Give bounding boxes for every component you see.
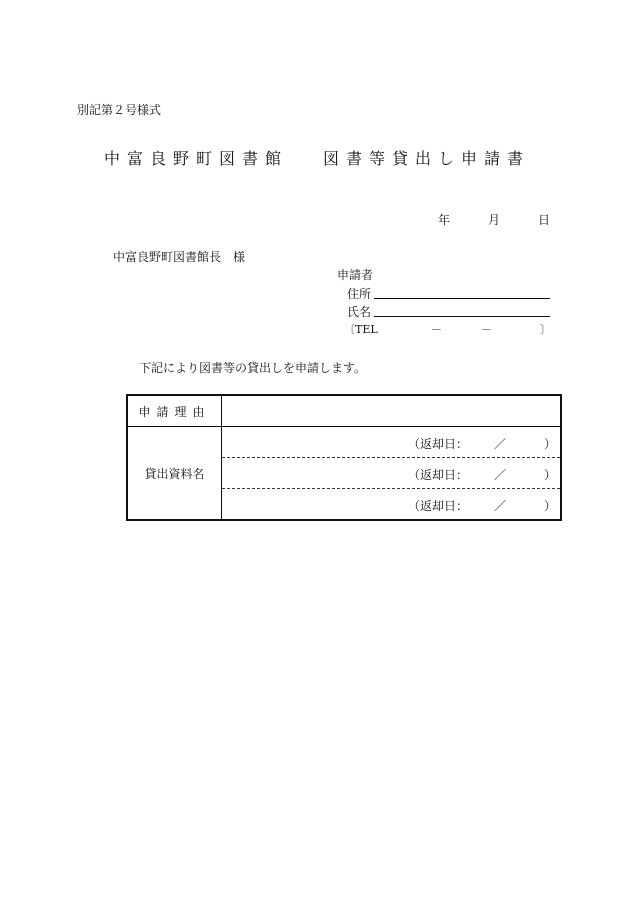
return-date-label: （返却日： [408, 468, 469, 482]
address-label: 住所 [347, 287, 372, 301]
tel-dash-2: － [481, 323, 492, 336]
addressee: 中富良野町図書館長 様 [113, 250, 246, 264]
return-date-label: （返却日： [408, 437, 469, 451]
item-row[interactable] [222, 489, 562, 521]
date-day-label: 日 [538, 213, 551, 227]
return-date-close: ） [544, 437, 557, 451]
reason-header: 申請理由 [127, 395, 222, 427]
return-date-slash: ／ [494, 437, 507, 451]
item-row[interactable] [222, 427, 562, 458]
intro-text: 下記により図書等の貸出しを申請します。 [139, 361, 367, 375]
return-date-close: ） [544, 468, 557, 482]
tel-close: 〕 [540, 323, 551, 336]
return-date-close: ） [544, 499, 557, 513]
name-label: 氏名 [347, 305, 372, 319]
date-year-label: 年 [438, 213, 451, 227]
name-field[interactable] [374, 316, 550, 317]
document-title: 中富良野町図書館 図書等貸出し申請書 [103, 149, 531, 168]
loan-request-table [126, 394, 562, 521]
item-row[interactable] [222, 458, 562, 489]
return-date-slash: ／ [494, 468, 507, 482]
date-month-label: 月 [488, 213, 501, 227]
items-header: 貸出資料名 [127, 427, 222, 521]
tel-open: 〔TEL [344, 323, 378, 336]
applicant-label: 申請者 [337, 268, 374, 282]
form-number: 別記第２号様式 [77, 103, 162, 117]
address-field[interactable] [374, 298, 550, 299]
reason-field[interactable] [222, 395, 562, 427]
return-date-label: （返却日： [408, 499, 469, 513]
tel-dash-1: － [431, 323, 442, 336]
return-date-slash: ／ [494, 499, 507, 513]
